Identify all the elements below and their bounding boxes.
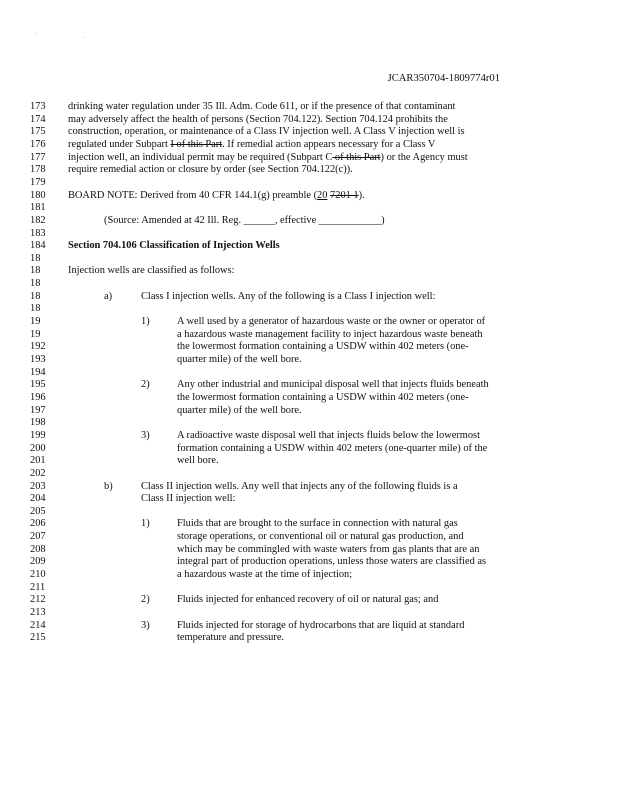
document-line — [0, 227, 618, 240]
line-text — [177, 568, 352, 581]
line-text — [141, 492, 235, 505]
corner-marks: ` . — [36, 34, 107, 40]
document-line — [0, 619, 618, 632]
text-segment: a hazardous waste management facility to inject hazardous waste beneath — [177, 328, 483, 340]
text-segment: quarter mile) of the well bore. — [177, 354, 302, 365]
line-text-body: Fluids that are brought to the surface in connection with natural gas — [177, 518, 458, 530]
inserted-text: 20 — [317, 189, 328, 201]
document-line — [0, 404, 618, 417]
text-segment: the lowermost formation containing a USDW within 402 meters (one- — [177, 341, 469, 353]
line-text — [68, 100, 455, 113]
document-line — [0, 492, 618, 505]
line-text — [68, 264, 235, 277]
line-text-body: Any other industrial and municipal disposal well that injects fluids beneath — [177, 379, 489, 391]
document-line — [0, 593, 618, 606]
line-number: 176 — [30, 138, 46, 150]
line-text — [177, 631, 284, 644]
line-text — [141, 315, 150, 328]
text-segment: 2) — [141, 379, 150, 391]
document-line — [0, 239, 618, 252]
text-segment: regulated under Subpart — [68, 138, 171, 150]
document-line — [0, 543, 618, 556]
line-number: 183 — [30, 227, 46, 239]
line-text — [177, 543, 479, 556]
document-line — [0, 328, 618, 341]
text-segment: storage operations, or conventional oil or natural gas production, and — [177, 531, 464, 543]
document-line — [0, 264, 618, 277]
text-segment: temperature and pressure. — [177, 632, 285, 644]
line-text-body: Fluids injected for storage of hydrocarbons that are liquid at standard — [177, 619, 465, 631]
line-number: 173 — [30, 101, 46, 112]
document-line — [0, 530, 618, 543]
line-number: 18 — [30, 290, 41, 302]
line-number: 196 — [30, 391, 46, 403]
line-text-body: A radioactive waste disposal well that injects fluids below the lowermost — [177, 429, 480, 441]
document-line — [0, 214, 618, 227]
line-text — [177, 555, 486, 568]
line-number: 192 — [30, 341, 46, 353]
document-line — [0, 517, 618, 530]
line-number: 177 — [30, 151, 46, 163]
line-number: 200 — [30, 442, 46, 454]
line-number: 194 — [30, 366, 46, 378]
text-segment: a) — [104, 290, 113, 302]
document-line — [0, 138, 618, 151]
line-number: 206 — [30, 518, 46, 530]
document-line — [0, 176, 618, 189]
line-text — [68, 151, 468, 164]
document-line — [0, 366, 618, 379]
line-number: 198 — [30, 417, 46, 429]
document-line — [0, 163, 618, 176]
document-line — [0, 505, 618, 518]
line-number: 205 — [30, 505, 46, 517]
line-number: 203 — [30, 480, 46, 492]
line-number: 182 — [30, 214, 46, 226]
line-number: 174 — [30, 113, 46, 125]
deleted-text: 7201 1 — [330, 189, 359, 201]
line-number: 19 — [30, 328, 41, 340]
line-text — [177, 391, 469, 404]
text-segment: (Source: Amended at 42 Ill. Reg. ______, effective ____________) — [104, 214, 385, 226]
line-text — [104, 290, 112, 303]
line-text — [177, 442, 487, 455]
line-text — [68, 163, 353, 176]
document-line — [0, 113, 618, 126]
text-segment: ) or the Agency must — [380, 151, 468, 163]
deleted-text: of this Part — [332, 151, 381, 163]
line-number: 195 — [30, 379, 46, 391]
section-heading: Section 704.106 Classification of Injection Wells — [68, 240, 280, 252]
document-line — [0, 467, 618, 480]
line-text — [68, 113, 448, 126]
text-segment: a hazardous waste at the time of injection; — [177, 569, 353, 581]
text-segment: integral part of production operations, unless those waters are classified as — [177, 556, 487, 568]
line-text — [68, 239, 280, 252]
line-number: 18 — [30, 252, 41, 264]
text-segment: quarter mile) of the well bore. — [177, 404, 302, 416]
text-segment: well bore. — [177, 455, 219, 467]
line-number: 193 — [30, 354, 46, 365]
document-id: JCAR350704-1809774r01 — [387, 73, 500, 84]
line-text-body: A well used by a generator of hazardous waste or the owner or operator of — [177, 316, 486, 328]
text-segment: 3) — [141, 619, 150, 631]
line-number: 197 — [30, 404, 46, 416]
text-segment: the lowermost formation containing a USDW within 402 meters (one- — [177, 391, 469, 403]
text-segment: 2) — [141, 594, 150, 606]
text-segment: Class II injection well: — [141, 493, 236, 505]
line-number: 179 — [30, 176, 46, 188]
line-number: 214 — [30, 619, 46, 631]
line-number: 208 — [30, 543, 46, 555]
line-text — [141, 517, 150, 530]
line-number: 199 — [30, 429, 46, 441]
text-segment: 3) — [141, 429, 150, 441]
line-number: 180 — [30, 189, 46, 201]
document-line — [0, 100, 618, 113]
document-line — [0, 315, 618, 328]
line-text-body: Fluids injected for enhanced recovery of oil or natural gas; and — [177, 594, 439, 606]
line-text — [177, 454, 219, 467]
line-text-body: Class I injection wells. Any of the following is a Class I injection well: — [141, 290, 436, 302]
line-number: 18 — [30, 278, 41, 290]
line-text — [68, 125, 465, 138]
text-segment: construction, operation, or maintenance of a Class IV injection well. A Class V injection well is — [68, 126, 465, 138]
line-text — [68, 138, 435, 151]
line-number: 18 — [30, 265, 41, 277]
document-line — [0, 606, 618, 619]
line-number: 19 — [30, 316, 41, 328]
document-line — [0, 378, 618, 391]
text-segment: drinking water regulation under 35 Ill. Adm. Code 611, or if the presence of that contaminant — [68, 101, 456, 112]
line-text — [141, 378, 150, 391]
document-line — [0, 151, 618, 164]
deleted-text: I of this Part — [170, 138, 223, 150]
document-line — [0, 442, 618, 455]
text-segment: may adversely affect the health of persons (Section 704.122). Section 704.124 prohibits the — [68, 113, 448, 125]
document-line — [0, 353, 618, 366]
line-text — [141, 429, 150, 442]
line-number: 207 — [30, 531, 46, 543]
text-segment: 1) — [141, 316, 150, 328]
line-number: 18 — [30, 303, 41, 315]
text-segment: formation containing a USDW within 402 meters (one-quarter mile) of the — [177, 442, 488, 454]
line-text-body: Class II injection wells. Any well that injects any of the following fluids is a — [141, 480, 458, 492]
line-text — [177, 328, 483, 341]
document-line — [0, 252, 618, 265]
line-number: 209 — [30, 556, 46, 568]
line-number: 181 — [30, 202, 46, 214]
text-segment: which may be commingled with waste waters from gas plants that are an — [177, 543, 480, 555]
line-number: 175 — [30, 126, 46, 138]
text-segment: . If remedial action appears necessary for a Class V — [222, 138, 436, 150]
document-line — [0, 568, 618, 581]
line-number: 202 — [30, 467, 46, 479]
document-line — [0, 125, 618, 138]
line-number: 215 — [30, 632, 46, 644]
line-text — [177, 530, 464, 543]
line-text — [104, 480, 113, 493]
line-number: 201 — [30, 455, 46, 467]
document-line — [0, 581, 618, 594]
line-number: 213 — [30, 607, 46, 618]
document-line — [0, 391, 618, 404]
document-line — [0, 302, 618, 315]
document-line — [0, 631, 618, 644]
document-line — [0, 555, 618, 568]
line-number: 212 — [30, 594, 46, 606]
document-line — [0, 480, 618, 493]
line-text — [177, 340, 469, 353]
text-segment: injection well, an individual permit may be required (Subpart C — [68, 151, 333, 163]
document-line — [0, 340, 618, 353]
document-line — [0, 416, 618, 429]
line-number: 184 — [30, 240, 46, 252]
line-number: 210 — [30, 569, 46, 581]
line-text — [141, 593, 150, 606]
text-segment: Injection wells are classified as follows: — [68, 265, 235, 277]
line-text — [68, 189, 365, 202]
document-line — [0, 277, 618, 290]
text-segment: require remedial action or closure by order (see Section 704.122(c)). — [68, 164, 353, 176]
text-segment: ). — [358, 189, 365, 201]
line-number: 178 — [30, 164, 46, 176]
line-text — [141, 619, 150, 632]
line-number: 211 — [30, 581, 46, 593]
text-segment: 1) — [141, 518, 150, 530]
text-segment: b) — [104, 480, 113, 492]
document-line — [0, 201, 618, 214]
document-line — [0, 429, 618, 442]
line-text — [177, 353, 302, 366]
line-text — [177, 404, 302, 417]
text-segment: BOARD NOTE: Derived from 40 CFR 144.1(g) preamble ( — [68, 189, 318, 201]
document-line — [0, 189, 618, 202]
line-text — [104, 214, 385, 227]
document-line — [0, 290, 618, 303]
document-line — [0, 454, 618, 467]
line-number: 204 — [30, 493, 46, 505]
